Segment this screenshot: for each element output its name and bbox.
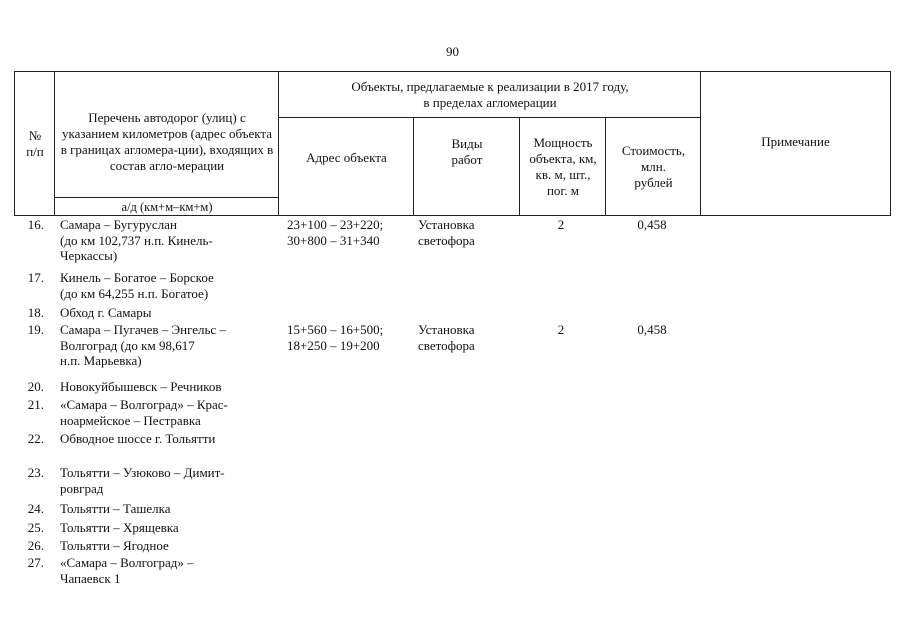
- row-road: Тольятти – Ягодное: [60, 538, 169, 553]
- row-road: «Самара – Волгоград» – Чапаевск 1: [60, 555, 194, 586]
- row-number: 26.: [27, 538, 44, 553]
- row-power: 2: [557, 217, 565, 232]
- grid-line: [605, 118, 606, 215]
- header-power: Мощность объекта, км, кв. м, шт., пог. м: [529, 134, 597, 198]
- row-number: 22.: [27, 431, 44, 446]
- header-works: Виды работ: [451, 135, 483, 167]
- row-number: 20.: [27, 379, 44, 394]
- row-road: «Самара – Волгоград» – Крас- ноармейское – Пестравка: [60, 397, 228, 428]
- row-road: Тольятти – Узюково – Димит- ровград: [60, 465, 225, 496]
- header-objects-group: Объекты, предлагаемые к реализации в 2017 году, в пределах агломерации: [351, 79, 629, 110]
- row-number: 17.: [27, 270, 44, 285]
- row-number: 27.: [27, 555, 44, 570]
- grid-line: [413, 118, 414, 215]
- grid-line: [519, 118, 520, 215]
- grid-line: [54, 197, 279, 198]
- table-header: [14, 71, 891, 216]
- header-cost: Стоимость, млн. рублей: [621, 142, 686, 190]
- row-number: 25.: [27, 520, 44, 535]
- row-road: Новокуйбышевск – Речников: [60, 379, 222, 394]
- row-power: 2: [557, 322, 565, 337]
- page-number: 90: [446, 44, 459, 59]
- grid-line: [700, 72, 701, 215]
- grid-line: [278, 72, 279, 215]
- row-address: 23+100 – 23+220; 30+800 – 31+340: [287, 217, 384, 248]
- row-road: Обход г. Самары: [60, 305, 152, 320]
- row-work: Установка светофора: [418, 322, 475, 353]
- header-note: Примечание: [761, 133, 830, 149]
- row-number: 16.: [27, 217, 44, 232]
- row-cost: 0,458: [637, 217, 667, 232]
- header-roads: Перечень автодорог (улиц) с указанием километров (адрес объекта в границах агломера-ции), входящих в состав агло-мерации: [60, 110, 274, 173]
- grid-line: [54, 72, 55, 215]
- row-number: 23.: [27, 465, 44, 480]
- row-road: Тольятти – Хрящевка: [60, 520, 179, 535]
- header-roads-units: а/д (км+м–км+м): [121, 199, 213, 214]
- row-road: Обводное шоссе г. Тольятти: [60, 431, 216, 446]
- row-road: Самара – Пугачев – Энгельс – Волгоград (до км 98,617 н.п. Марьевка): [60, 322, 226, 368]
- row-road: Кинель – Богатое – Борское (до км 64,255 н.п. Богатое): [60, 270, 214, 301]
- row-number: 18.: [27, 305, 44, 320]
- row-number: 21.: [27, 397, 44, 412]
- header-num: № п/п: [26, 127, 44, 159]
- header-address: Адрес объекта: [306, 150, 387, 165]
- row-road: Самара – Бугуруслан (до км 102,737 н.п. Кинель- Черкассы): [60, 217, 213, 263]
- grid-line: [278, 117, 701, 118]
- row-work: Установка светофора: [418, 217, 475, 248]
- row-road: Тольятти – Ташелка: [60, 501, 171, 516]
- row-number: 19.: [27, 322, 44, 337]
- row-address: 15+560 – 16+500; 18+250 – 19+200: [287, 322, 384, 353]
- row-number: 24.: [27, 501, 44, 516]
- row-cost: 0,458: [637, 322, 667, 337]
